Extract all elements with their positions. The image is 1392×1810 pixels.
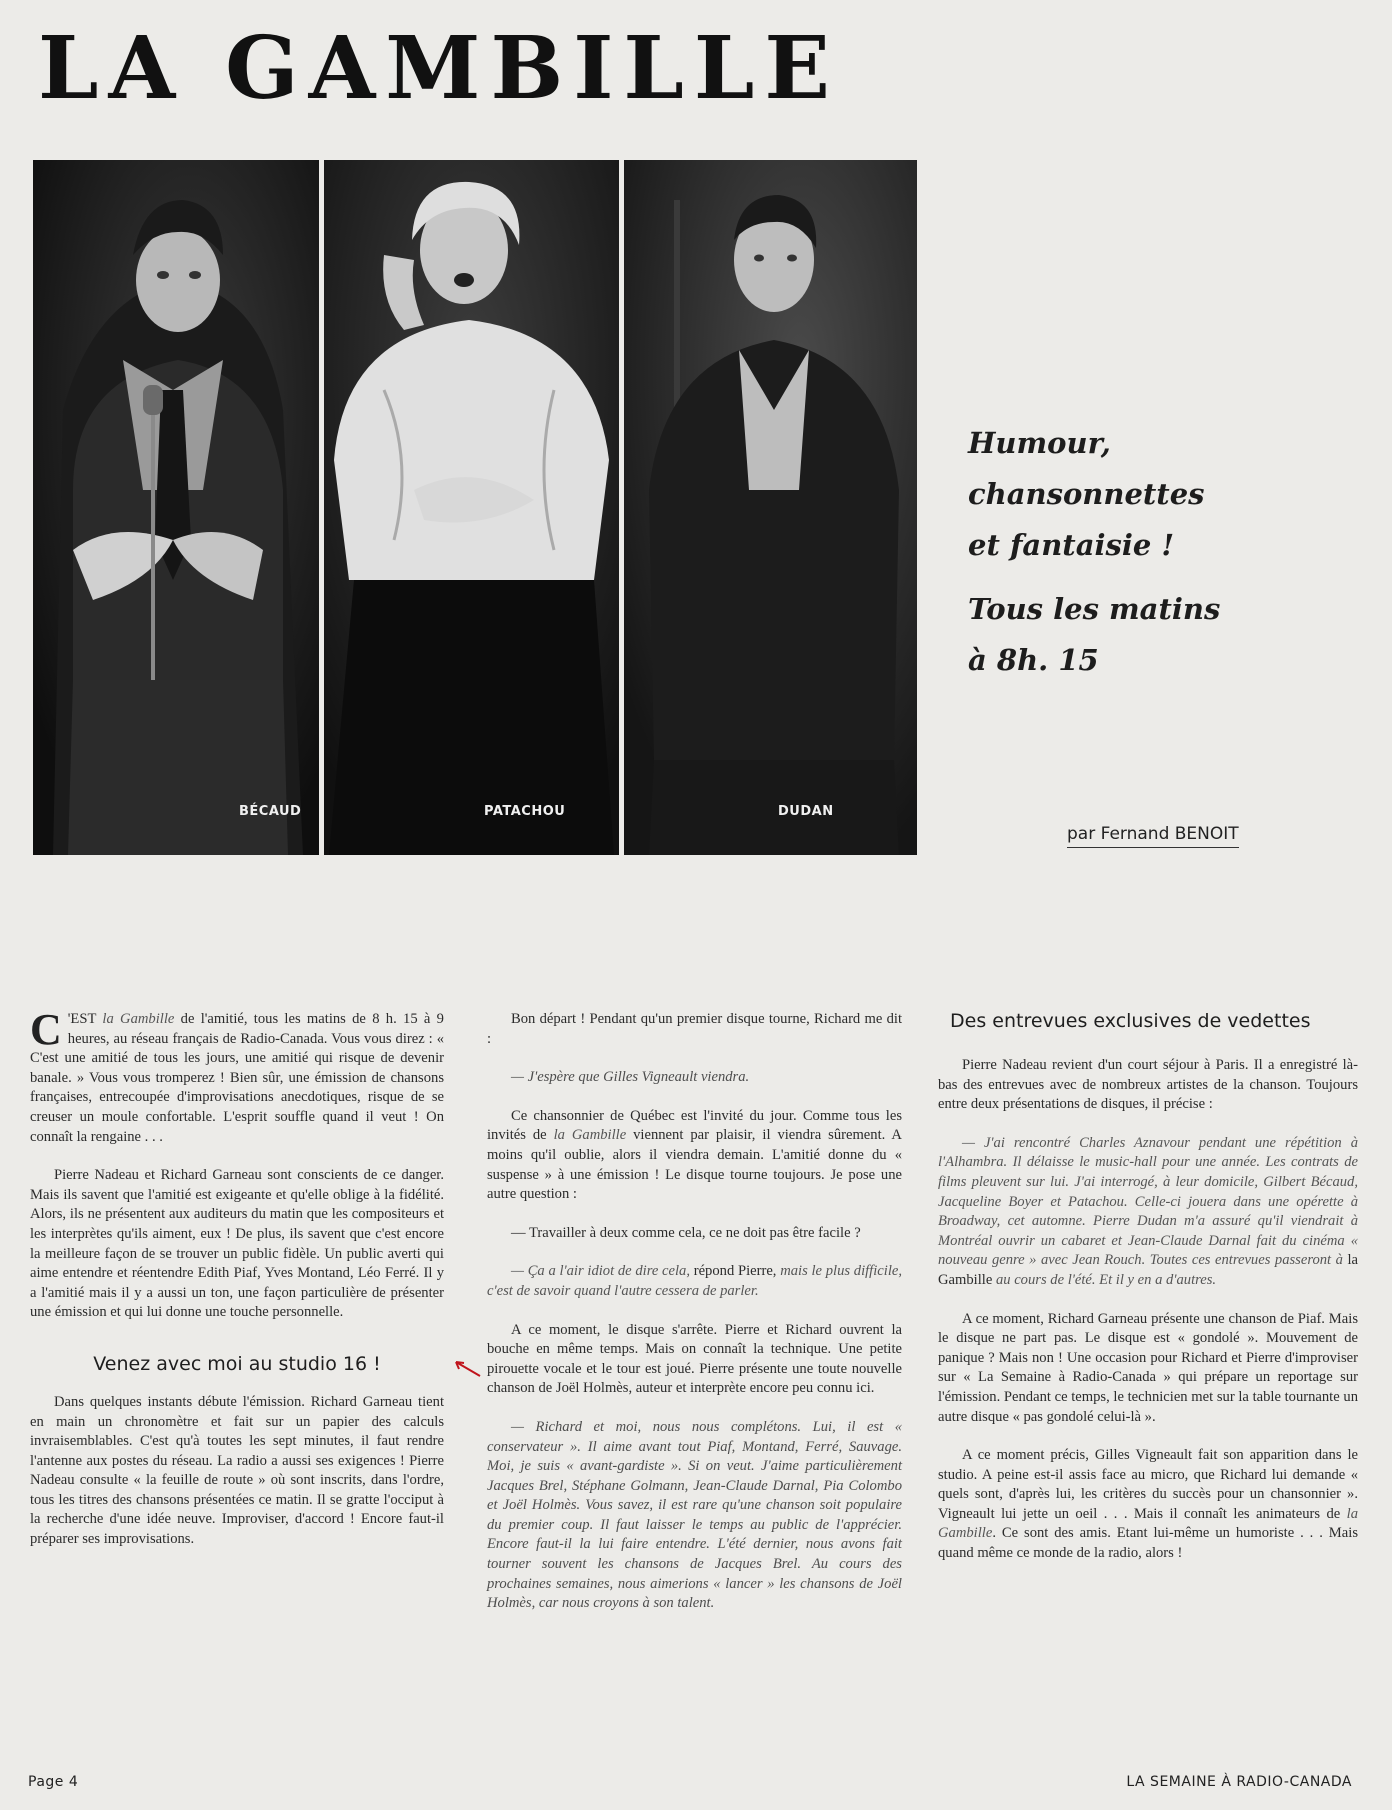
photo-patachou (324, 160, 619, 855)
section-heading-interviews: Des entrevues exclusives de vedettes (950, 1010, 1311, 1032)
drop-cap: C (30, 1005, 62, 1054)
tagline (968, 418, 1348, 686)
photo-dudan (624, 160, 917, 855)
photo-becaud-illustration (33, 160, 319, 855)
paragraph: A ce moment, le disque s'arrête. Pierre et Richard ouvrent la bouche en même temps. Mais on connaît la technique. Une petite pirouette vocale et le tour est joué. Pierre présente une toute nouvelle chanson de Joël Holmès, auteur et interprète encore peu connu ici. (487, 1321, 902, 1397)
photo-caption-patachou: PATACHOU (484, 804, 566, 819)
paragraph: Pierre Nadeau et Richard Garneau sont conscients de ce danger. Mais ils savent que l'amitié est exigeante et qu'elle oblige à la fidélité. Alors, ils ne présentent aux auditeurs du matin que les compositeurs et les interprètes qu'ils aiment, eux ! De plus, ils savent que c'est encore la meilleure façon de se trouver un public fidèle. Un public averti qui aime entendre et réentendre Edith Piaf, Yves Montand, Léo Ferré. Il y a l'amitié mais il y a aussi un ton, une façon particulière de présenter une émission et qui lui donne une touche personnelle. (30, 1167, 444, 1321)
publication-name: LA SEMAINE À RADIO-CANADA (1126, 1774, 1352, 1790)
tagline-line-3: et fantaisie ! (968, 528, 1175, 562)
quote-paragraph: — J'ai rencontré Charles Aznavour pendant une répétition à l'Alhambra. Il délaisse le music-hall pour une année. Les contrats de films pleuvent sur lui. J'ai interrogé, à leur domicile, Gilbert Bécaud, Jacqueline Boyer et Patachou. Celle-ci jouera dans une opérette à Broadway, cet automne. Pierre Dudan m'a assuré qu'il viendrait à Montréal ouvrir un cabaret et Jean-Claude Darnal fait du cinéma « nouveau genre » avec Jean Rouch. Toutes ces entrevues passeront à la Gambille au cours de l'été. Et il y en a d'autres. (938, 1134, 1358, 1288)
paragraph: Pierre Nadeau revient d'un court séjour à Paris. Il a enregistré là-bas des entrevues avec de nombreux artistes de la chanson. Toujours entre deux présentations de disques, il précise : (938, 1057, 1358, 1113)
photo-dudan-illustration (624, 160, 917, 855)
tagline-line-4: Tous les matins (968, 592, 1221, 626)
byline: par Fernand BENOIT (1067, 824, 1239, 848)
page-number: Page 4 (28, 1774, 79, 1790)
red-arrow-icon (452, 1358, 482, 1378)
article-column-2 (487, 1010, 902, 1633)
photo-becaud (33, 160, 319, 855)
quote-paragraph: — Richard et moi, nous nous complétons. Lui, il est « conservateur ». Il aime avant tout Piaf, Montand, Ferré, Sauvage. Moi, je suis « avant-gardiste ». Si on veut. J'aime particulièrement Jacques Brel, Stéphane Golmann, Jean-Claude Darnal, Pia Colombo et Joël Holmès. Vous savez, il est rare qu'une chanson soit populaire du premier coup. Il faut laisser le temps au public de l'apprécier. Encore faut-il la lui faire entendre. L'été dernier, nous avons fait tourner souvent les chansons de Jacques Brel. Au cours des prochaines semaines, nous aimerions « lancer » les chansons de Joël Holmès, car nous croyons à son talent. (487, 1418, 902, 1612)
paragraph: Ce chansonnier de Québec est l'invité du jour. Comme tous les invités de la Gambille viennent par plaisir, il viendra sûrement. A moins qu'il oublie, alors il viendra demain. L'amitié donne du « suspense » à une émission ! Le disque tourne toujours. Je pose une autre question : (487, 1107, 902, 1203)
photo-patachou-illustration (324, 160, 619, 855)
photo-strip (33, 160, 917, 855)
article-column-1 (30, 1005, 444, 1569)
page-title: LA GAMBILLE (38, 18, 840, 119)
paragraph: A ce moment, Richard Garneau présente une chanson de Piaf. Mais le disque ne part pas. Le disque est « gondolé ». Mouvement de panique ? Mais non ! Une occasion pour Richard et Pierre d'improviser sur « La Semaine à Radio-Canada » qui prépare un reportage sur l'émission. Pendant ce temps, le technicien met sur la table tournante un autre disque « pas gondolé celui-là ». (938, 1310, 1358, 1425)
paragraph: — Travailler à deux comme cela, ce ne doit pas être facile ? (511, 1224, 861, 1241)
quote-paragraph: — Ça a l'air idiot de dire cela, répond Pierre, mais le plus difficile, c'est de savoir quand l'autre cessera de parler. (487, 1263, 902, 1299)
tagline-line-2: chansonnettes (968, 477, 1205, 511)
quote-paragraph: — J'espère que Gilles Vigneault viendra. (511, 1069, 750, 1086)
paragraph: Dans quelques instants débute l'émission. Richard Garneau tient en main un chronomètre et fait sur un papier des calculs invraisemblables. C'est qu'à toutes les sept minutes, il faut rendre l'antenne aux postes du réseau. La radio a aussi ses exigences ! Pierre Nadeau consulte « la feuille de route » où sont inscrits, dans l'ordre, tous les titres des chansons présentées ce matin. Il se gratte l'occiput à la recherche d'une idée neuve. Improviser, d'accord ! Encore faut-il préparer ses improvisations. (30, 1393, 444, 1548)
photo-caption-becaud: BÉCAUD (239, 804, 302, 819)
paragraph: A ce moment précis, Gilles Vigneault fait son apparition dans le studio. A peine est-il assis face au micro, que Richard lui demande « quels sont, d'après lui, les critères du succès pour un chansonnier ». Vigneault lui jette un oeil . . . Mais il connaît les animateurs de la Gambille. Ce sont des amis. Etant lui-même un humoriste . . . Mais quand même ce monde de la radio, alors ! (938, 1447, 1358, 1562)
tagline-line-1: Humour, (968, 426, 1111, 460)
photo-caption-dudan: DUDAN (778, 804, 834, 819)
tagline-line-5: à 8h. 15 (968, 643, 1099, 677)
paragraph: C 'EST la Gambille de l'amitié, tous les matins de 8 h. 15 à 9 heures, au réseau français de Radio-Canada. Vous vous direz : « C'est une amitié de tous les jours, une amitié qui risque de devenir banale. » Vous vous tromperez ! Bien sûr, une émission de chansons françaises, entrecoupée d'improvisations anecdotiques, risque de se creuser un moule confortable. L'esprit souffle quand il veut ! On connaît la rengaine . . . (30, 1005, 444, 1145)
paragraph: Bon départ ! Pendant qu'un premier disque tourne, Richard me dit : (487, 1011, 902, 1047)
section-heading-studio: Venez avec moi au studio 16 ! (93, 1352, 381, 1375)
article-column-3 (938, 1010, 1358, 1583)
